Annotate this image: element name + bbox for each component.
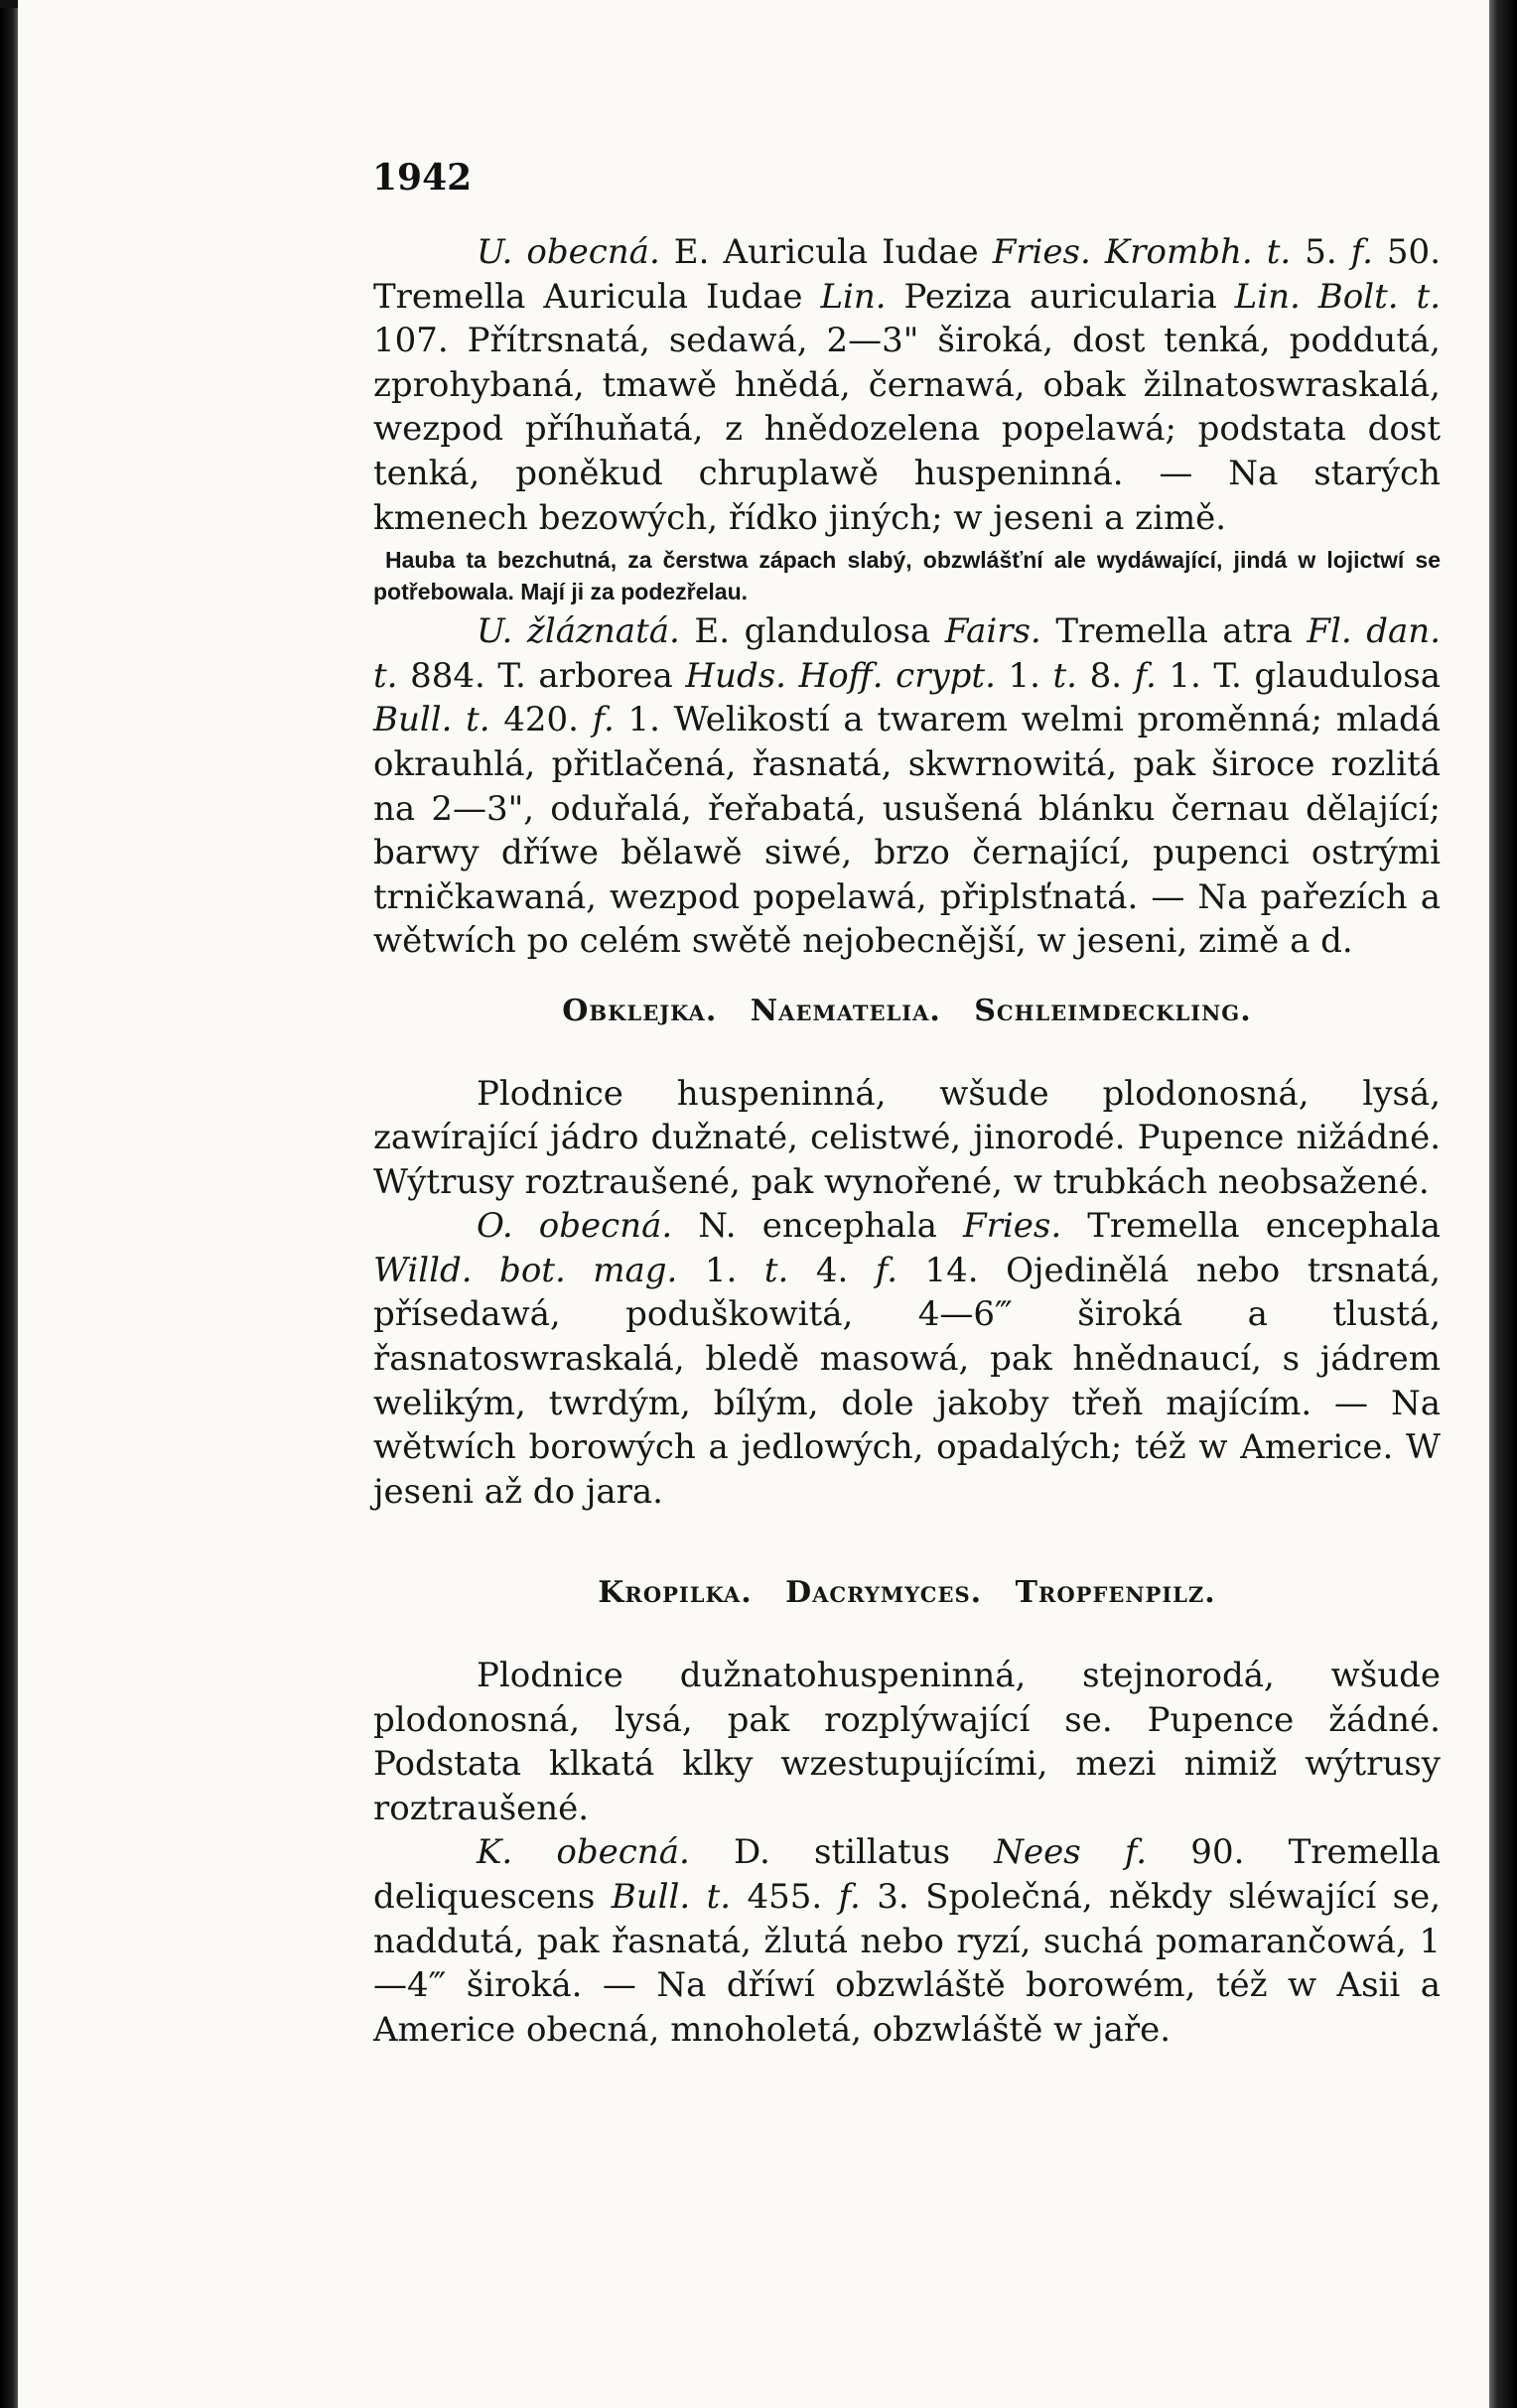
species-note: Hauba ta bezchutná, za čerstwa zápach slabý, obzwlášťní ale wydáwající, jindá w lojictwí se potřebowala. Mají ji za podezřelau. — [373, 547, 1441, 605]
species-name: O. obecná. — [477, 1206, 673, 1247]
species-name: U. žláznatá. — [477, 611, 680, 652]
genus-description-dacrymyces: Plodnice dužnatohuspeninná, stejnorodá, wšude plodonosná, lysá, pak rozplýwající se. Pupence žádné. Podstata klkatá klky wzestupujícími, mezi nimiž wýtrusy roztraušené. — [373, 1656, 1441, 1828]
genus-name-czech: Obklejka. — [562, 993, 718, 1028]
scan-border-right — [1489, 0, 1517, 2408]
citation: Willd. bot. mag. — [373, 1250, 678, 1290]
citation: Fairs. — [944, 611, 1041, 652]
page-text — [373, 230, 1441, 2052]
citation: t. — [1052, 655, 1077, 696]
citation: Bull. t. — [611, 1877, 732, 1917]
genus-name-czech: Kropilka. — [598, 1575, 753, 1611]
citation: f. — [1134, 655, 1157, 696]
citation: f. — [1350, 232, 1373, 272]
genus-name-german: Schleimdeckling. — [974, 993, 1252, 1028]
species-entry-auricula: U. obecná. E. Auricula Iudae Fries. Krombh. t. 5. f. 50. Tremella Auricula Iudae Lin. Peziza auricularia Lin. Bolt. t. 107. Přítrsnatá, sedawá, 2—3" široká, dost tenká, poddutá, zprohybaná, tmawě hnědá, černawá, obak žilnatoswraskalá, wezpod příhuňatá, z hnědozelena popelawá; podstata dost tenká, poněkud chruplawě huspeninná. — Na starých kmenech bezowých, řídko jiných; w jeseni a zimě. — [373, 232, 1441, 538]
citation: Fries. Krombh. t. — [992, 232, 1292, 272]
genus-name-latin: Dacrymyces. — [785, 1575, 983, 1611]
genus-heading-dacrymyces — [373, 1571, 1441, 1616]
genus-description-naematelia: Plodnice huspeninná, wšude plodonosná, lysá, zawírající jádro dužnaté, celistwé, jinorodé. Pupence nižádné. Wýtrusy roztraušené, pak wynořené, w trubkách neobsažené. — [373, 1073, 1441, 1202]
page-number: 1942 — [372, 157, 473, 199]
citation: Fries. — [963, 1206, 1062, 1247]
species-entry-encephala: O. obecná. N. encephala Fries. Tremella encephala Willd. bot. mag. 1. t. 4. f. 14. Ojedinělá nebo trsnatá, přísedawá, poduškowitá, 4—6‴ široká a tlustá, řasnatoswraskalá, bledě masowá, pak hnědnaucí, s jádrem welikým, twrdým, bílým, dole jakoby třeň majícím. — Na wětwích borowých a jedlowých, opadalých; též w Americe. W jeseni až do jara. — [373, 1206, 1442, 1512]
citation: Nees f. — [994, 1832, 1148, 1873]
species-entry-stillatus: K. obecná. D. stillatus Nees f. 90. Tremella deliquescens Bull. t. 455. f. 3. Společná, někdy sléwající se, naddutá, pak řasnatá, žlutá nebo ryzí, suchá pomarančowá, 1—4‴ široká. — Na dříwí obzwláště borowém, též w Asii a Americe obecná, mnoholetá, obzwláště w jaře. — [373, 1832, 1442, 2050]
citation: Lin. Bolt. t. — [1234, 276, 1441, 317]
scan-border-left — [0, 0, 18, 2408]
citation: Huds. Hoff. crypt. — [685, 655, 996, 696]
citation: t. — [763, 1250, 789, 1290]
citation: f. — [838, 1877, 861, 1917]
citation: Lin. — [820, 276, 887, 317]
species-name: K. obecná. — [477, 1832, 690, 1873]
species-entry-glandulosa: U. žláznatá. E. glandulosa Fairs. Tremella atra Fl. dan. t. 884. T. arborea Huds. Hoff. crypt. 1. t. 8. f. 1. T. glaudulosa Bull. t. 420. f. 1. Welikostí a twarem welmi proměnná; mladá okrauhlá, přitlačená, řasnatá, skwrnowitá, pak široce rozlitá na 2—3", oduřalá, řeřabatá, usušená blánku černau dělající; barwy dříwe bělawě siwé, brzo černající, pupenci ostrými trničkawaná, wezpod popelawá, připlsťnatá. — Na pařezích a wětwích po celém swětě nejobecnější, w jeseni, zimě a d. — [373, 611, 1442, 962]
genus-name-latin: Naematelia. — [750, 993, 941, 1028]
species-name: U. obecná. — [477, 232, 660, 272]
genus-heading-naematelia — [373, 990, 1441, 1034]
citation: f. — [875, 1250, 898, 1290]
citation: f. — [592, 700, 615, 740]
citation: Bull. t. — [373, 700, 490, 740]
citation: Fl. dan. t. — [373, 611, 1442, 696]
genus-name-german: Tropfenpilz. — [1015, 1575, 1216, 1611]
